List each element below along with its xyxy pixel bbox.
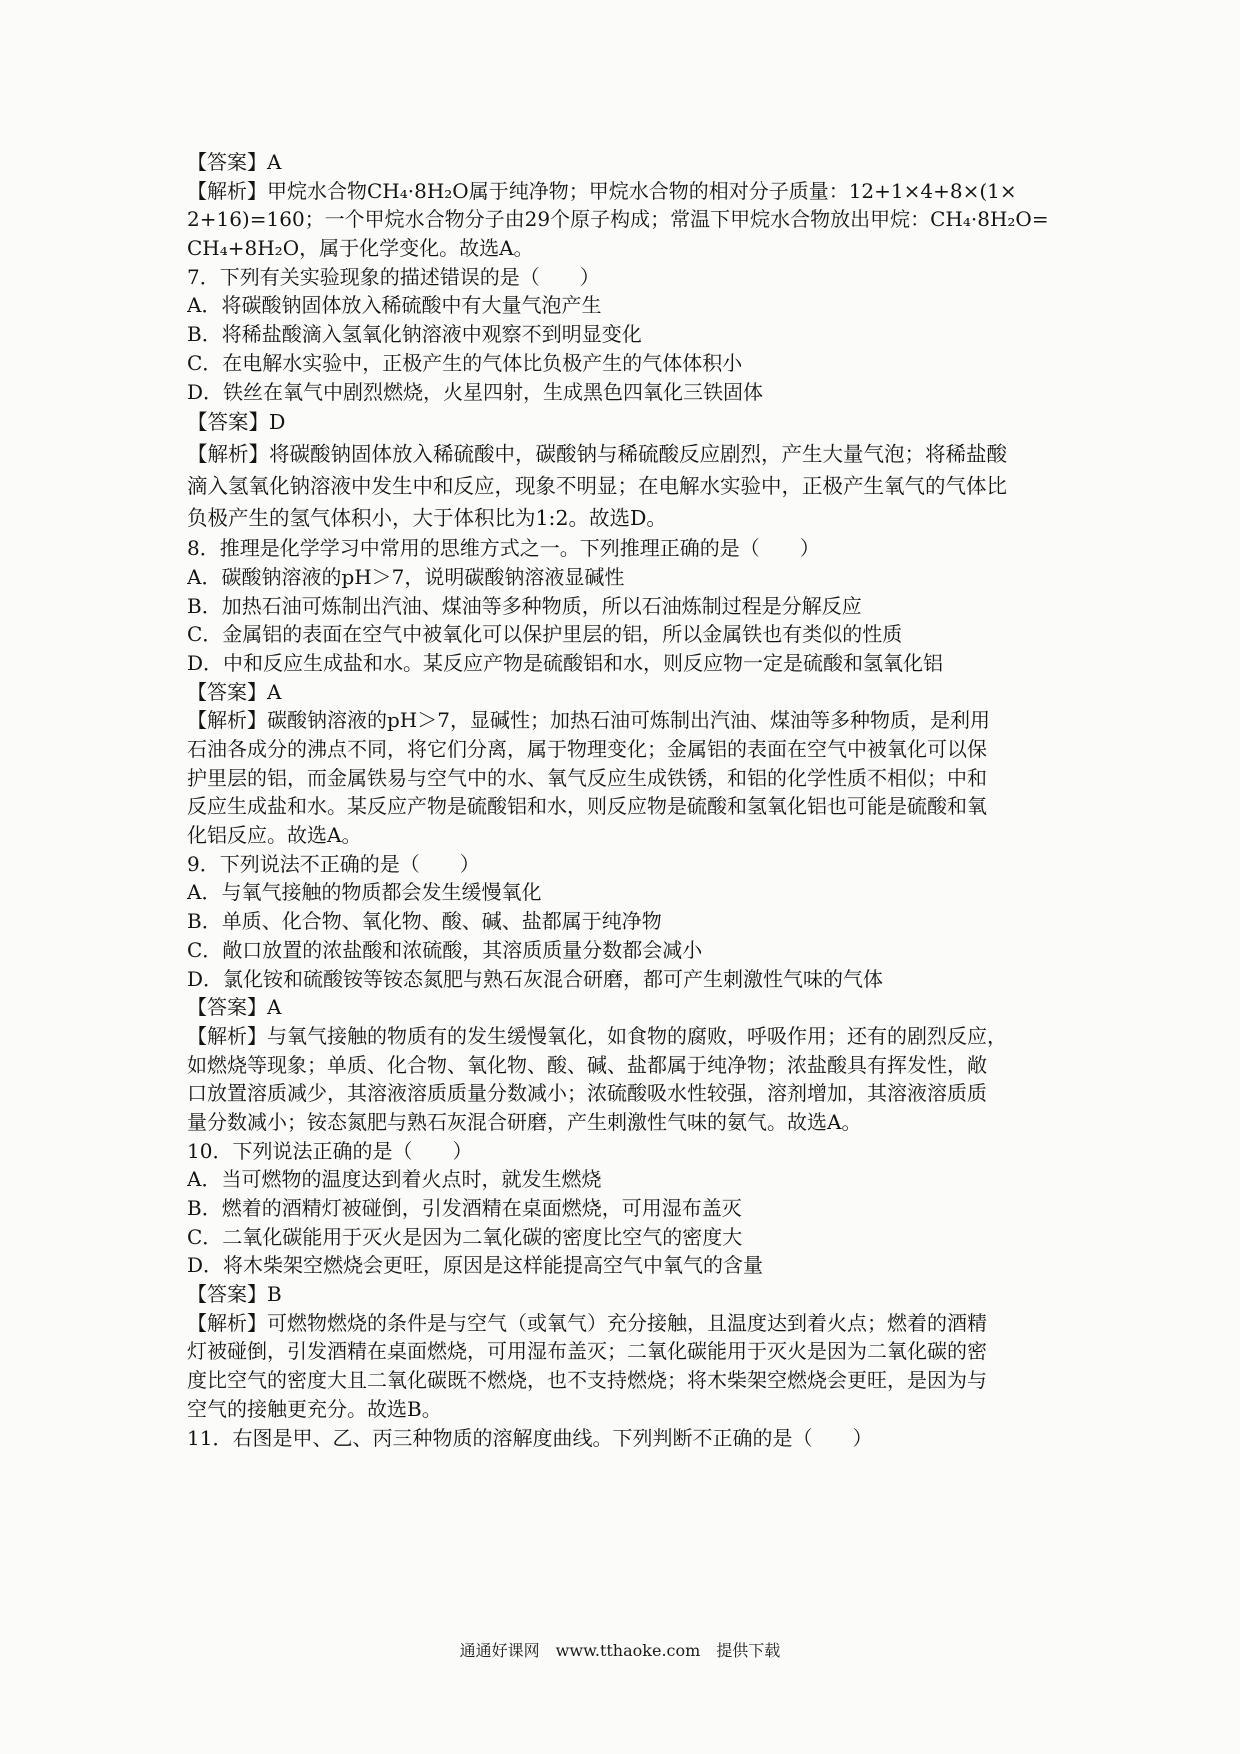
q9-stem: 9．下列说法不正确的是（ ） [187,851,480,876]
q8-analysis-line: 反应生成盐和水。某反应产物是硫酸铝和水，则反应物是硫酸和氢氧化铝也可能是硫酸和氧 [187,794,987,819]
page-content [187,148,1062,1452]
q7-option-b: B．将稀盐酸滴入氢氧化钠溶液中观察不到明显变化 [187,322,642,347]
q8-analysis-line: 【解析】碳酸钠溶液的pH＞7，显碱性；加热石油可炼制出汽油、煤油等多种物质，是利用 [187,708,990,733]
q7-analysis-line: 【解析】将碳酸钠固体放入稀硫酸中，碳酸钠与稀硫酸反应剧烈，产生大量气泡；将稀盐酸 [187,442,1007,467]
q9-option-a: A．与氧气接触的物质都会发生缓慢氧化 [187,880,542,905]
q9-answer: 【答案】A [187,995,282,1020]
q7-option-d: D．铁丝在氧气中剧烈燃烧，火星四射，生成黑色四氧化三铁固体 [187,379,764,404]
page-footer: 通通好课网 www.tthaoke.com 提供下载 [459,1641,781,1660]
q7-option-c: C．在电解水实验中，正极产生的气体比负极产生的气体体积小 [187,350,743,375]
q10-analysis-line: 度比空气的密度大且二氧化碳既不燃烧，也不支持燃烧；将木柴架空燃烧会更旺，是因为与 [187,1368,987,1393]
q10-option-a: A．当可燃物的温度达到着火点时，就发生燃烧 [187,1167,602,1192]
q10-analysis-line: 灯被碰倒，引发酒精在桌面燃烧，可用湿布盖灭；二氧化碳能用于灭火是因为二氧化碳的密 [187,1339,987,1364]
q11-stem: 11．右图是甲、乙、丙三种物质的溶解度曲线。下列判断不正确的是（ ） [187,1425,873,1450]
q7-analysis-line: 滴入氢氧化钠溶液中发生中和反应，现象不明显；在电解水实验中，正极产生氧气的气体比 [187,474,1007,499]
q10-option-c: C．二氧化碳能用于灭火是因为二氧化碳的密度比空气的密度大 [187,1224,743,1249]
q9-option-c: C．敞口放置的浓盐酸和浓硫酸，其溶质质量分数都会减小 [187,937,703,962]
q9-analysis-line: 【解析】与氧气接触的物质有的发生缓慢氧化，如食物的腐败，呼吸作用；还有的剧烈反应， [187,1023,1007,1048]
q8-option-c: C．金属铝的表面在空气中被氧化可以保护里层的铝，所以金属铁也有类似的性质 [187,622,903,647]
q10-option-d: D．将木柴架空燃烧会更旺，原因是这样能提高空气中氧气的含量 [187,1253,764,1278]
q9-analysis-line: 口放置溶质减少，其溶液溶质质量分数减小；浓硫酸吸水性较强，溶剂增加，其溶液溶质质 [187,1081,987,1106]
q8-analysis-line: 化铝反应。故选A。 [187,823,362,848]
q8-analysis-line: 石油各成分的沸点不同，将它们分离，属于物理变化；金属铝的表面在空气中被氧化可以保 [187,737,987,761]
q7-stem: 7．下列有关实验现象的描述错误的是（ ） [187,264,600,289]
q8-option-d: D．中和反应生成盐和水。某反应产物是硫酸铝和水，则反应物一定是硫酸和氢氧化铝 [187,650,944,675]
q6-analysis-line: CH₄+8H₂O，属于化学变化。故选A。 [187,236,534,261]
q6-answer: 【答案】A [187,150,282,174]
q7-option-a: A．将碳酸钠固体放入稀硫酸中有大量气泡产生 [187,293,602,318]
q9-analysis-line: 量分数减小；铵态氮肥与熟石灰混合研磨，产生刺激性气味的氨气。故选A。 [187,1109,862,1134]
q9-analysis-line: 如燃烧等现象；单质、化合物、氧化物、酸、碱、盐都属于纯净物；浓盐酸具有挥发性，敞 [187,1052,987,1077]
q10-option-b: B．燃着的酒精灯被碰倒，引发酒精在桌面燃烧，可用湿布盖灭 [187,1196,742,1220]
q8-stem: 8．推理是化学学习中常用的思维方式之一。下列推理正确的是（ ） [187,536,820,561]
q7-answer: 【答案】D [187,410,286,435]
q6-analysis-line: 2+16)=160；一个甲烷水合物分子由29个原子构成；常温下甲烷水合物放出甲烷：CH₄·8H₂O= [187,207,1049,232]
q10-stem: 10．下列说法正确的是（ ） [187,1138,473,1163]
q9-option-b: B．单质、化合物、氧化物、酸、碱、盐都属于纯净物 [187,909,662,934]
q7-analysis-line: 负极产生的氢气体积小，大于体积比为1:2。故选D。 [187,506,667,531]
q8-option-b: B．加热石油可炼制出汽油、煤油等多种物质，所以石油炼制过程是分解反应 [187,593,862,618]
q8-analysis-line: 护里层的铝，而金属铁易与空气中的水、氧气反应生成铁锈，和铝的化学性质不相似；中和 [187,765,987,790]
q6-analysis-line: 【解析】甲烷水合物CH₄·8H₂O属于纯净物；甲烷水合物的相对分子质量：12+1×4+8×(1× [187,178,1017,203]
q9-option-d: D．氯化铵和硫酸铵等铵态氮肥与熟石灰混合研磨，都可产生刺激性气味的气体 [187,966,884,991]
q8-answer: 【答案】A [187,679,282,704]
q10-analysis-line: 空气的接触更充分。故选B。 [187,1396,442,1421]
q10-answer: 【答案】B [187,1282,282,1307]
q10-analysis-line: 【解析】可燃物燃烧的条件是与空气（或氧气）充分接触，且温度达到着火点；燃着的酒精 [187,1310,987,1335]
q8-option-a: A．碳酸钠溶液的pH＞7，说明碳酸钠溶液显碱性 [187,564,625,589]
